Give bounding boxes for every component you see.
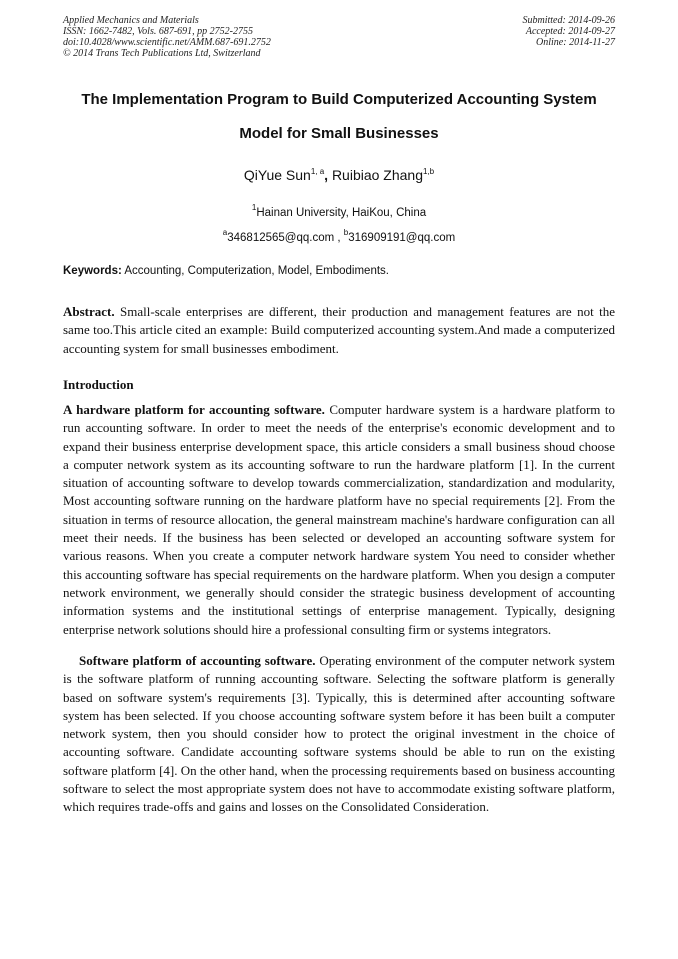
paragraph-1-lead: A hardware platform for accounting software. — [63, 402, 325, 417]
author-2-name: Ruibiao Zhang — [331, 167, 423, 183]
keywords-label: Keywords: — [63, 265, 122, 277]
email-a-link[interactable]: 346812565@qq.com — [227, 232, 335, 244]
issn-line: ISSN: 1662-7482, Vols. 687-691, pp 2752-2755 — [63, 26, 253, 37]
email-a-mark: a — [222, 228, 228, 237]
abstract-label: Abstract. — [63, 304, 115, 319]
submitted-date: Submitted: 2014-09-26 — [522, 15, 615, 26]
abstract-text: Small-scale enterprises are different, their production and management features are not the same too.This article cited an example: Build computerized accounting system.And made a computerized accounting system for small businesses embodiment. — [63, 304, 615, 356]
author-1-name: QiYue Sun — [243, 167, 311, 183]
keywords-text: Accounting, Computerization, Model, Embodiments. — [121, 265, 389, 277]
email-b-link[interactable]: 316909191@qq.com — [348, 232, 456, 244]
author-separator: , — [324, 167, 332, 183]
author-list — [0, 167, 678, 183]
paragraph-hardware-platform — [63, 401, 615, 639]
publication-dates — [523, 15, 616, 48]
paragraph-software-platform — [63, 652, 615, 817]
abstract — [63, 303, 615, 358]
paragraph-2-text: Operating environment of the computer network system is the software platform of running accounting software. Selecting the software platform is generally based on software system's requirements [3]. Typically, this is determined after accounting software system has been selected. If you choose accounting software system before it has been built a computer network system, then you should consider how to protect the original investment in the choice of accounting software. Candidate accounting software systems should be able to run on the existing software platform [4]. On the other hand, when the processing requirements based on business accounting software to select the most appropriate system does not have to accommodate existing software platform, which requires trade-offs and gains and losses on the Consolidated Consideration. — [63, 653, 616, 815]
email-separator: , — [334, 232, 344, 244]
affiliation-mark: 1 — [251, 203, 257, 212]
author-1-affiliation-mark: 1, a — [310, 167, 325, 176]
online-date: Online: 2014-11-27 — [536, 37, 615, 48]
author-emails — [0, 228, 678, 244]
accepted-date: Accepted: 2014-09-27 — [525, 26, 615, 37]
affiliation-text: Hainan University, HaiKou, China — [256, 207, 427, 219]
journal-name: Applied Mechanics and Materials — [63, 15, 199, 26]
copyright-line: © 2014 Trans Tech Publications Ltd, Switzerland — [63, 48, 261, 59]
paper-title-line-2: Model for Small Businesses — [239, 125, 439, 142]
affiliation — [0, 203, 678, 219]
paragraph-2-lead: Software platform of accounting software. — [79, 653, 316, 668]
email-b-mark: b — [343, 228, 349, 237]
section-heading-introduction: Introduction — [63, 377, 134, 392]
paragraph-1-text: Computer hardware system is a hardware platform to run accounting software. In order to meet the needs of the enterprise's economic development and to expand their business enterprise development space, this article considers a small business shoud choose a computer network system as its accounting software to run the hardware platform [1]. In the current situation of accounting software to develop towards commercialization, standardization and modularity, Most accounting software running on the hardware platform have no special requirements [2]. From the situation in terms of resource allocation, the general mainstream machine's hardware configuration can all meet their needs. If the business has been selected or developed an accounting software system for various reasons. When you create a computer network hardware system You need to consider whether this accounting software has special requirements on the hardware platform. When you design a computer network environment, we generally should consider the strategic business development of accounting information systems and the institutional settings of enterprise management. Typically, designing enterprise network solutions should hire a professional consulting firm or systems integrators. — [63, 402, 616, 637]
author-2-affiliation-mark: 1,b — [423, 167, 435, 176]
paper-title-line-1: The Implementation Program to Build Computerized Accounting System — [81, 91, 597, 108]
journal-metadata — [63, 15, 271, 59]
keywords — [63, 265, 615, 277]
doi-link[interactable]: doi:10.4028/www.scientific.net/AMM.687-691.2752 — [63, 37, 271, 48]
